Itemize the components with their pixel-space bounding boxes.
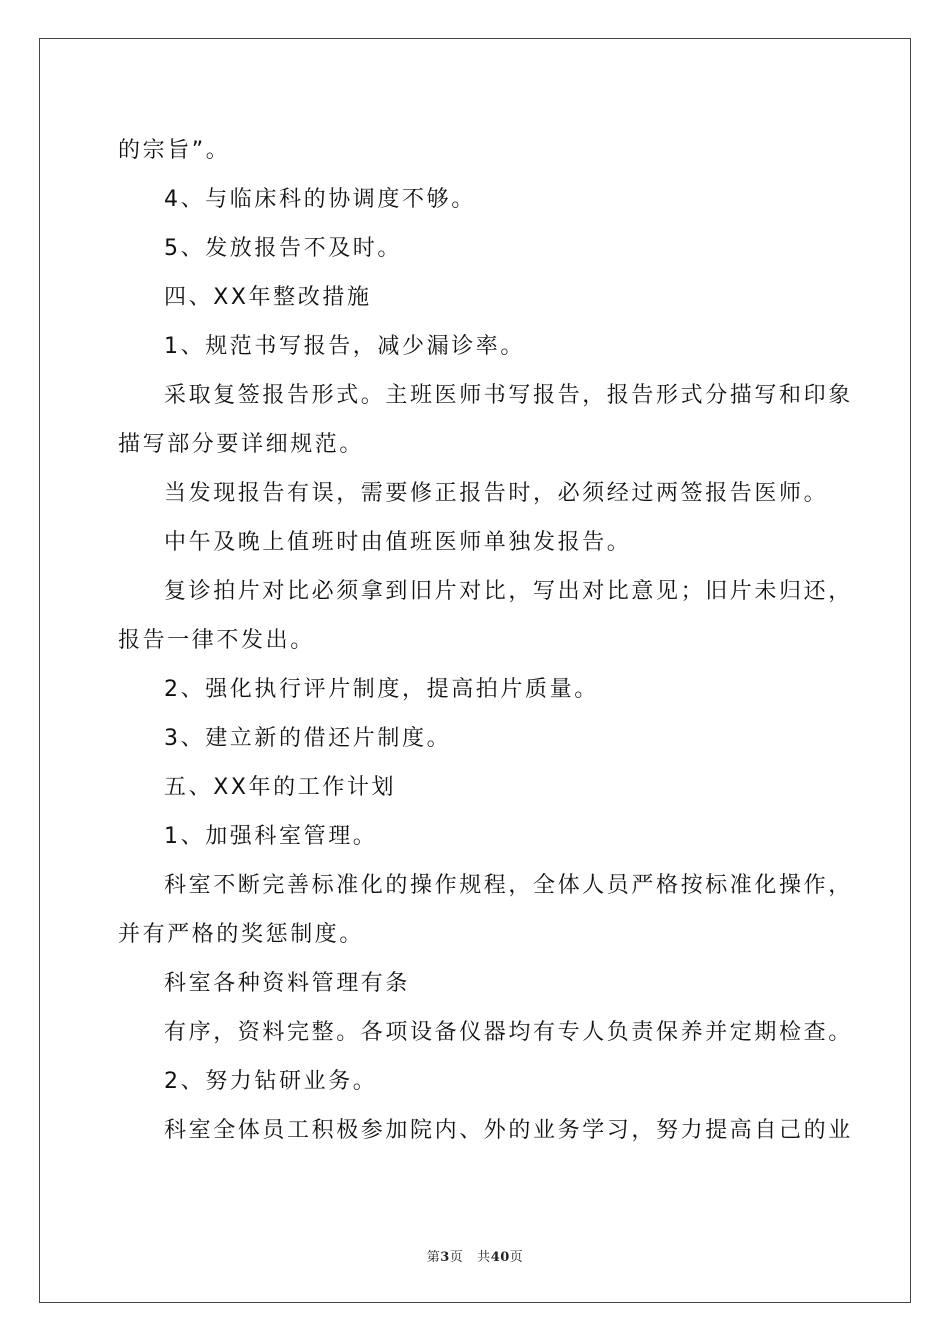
document-body: [118, 130, 853, 1159]
text-line: 采取复签报告形式。主班医师书写报告，报告形式分描写和印象: [164, 383, 853, 408]
text-line: 描写部分要详细规范。: [118, 432, 365, 457]
page-suffix: 页: [449, 1250, 464, 1265]
total-prefix: 共: [477, 1250, 491, 1265]
text-line: 科室全体员工积极参加院内、外的业务学习，努力提高自己的业: [164, 1118, 853, 1143]
text-line: 2、努力钻研业务。: [164, 1069, 378, 1094]
text-line: 2、强化执行评片制度，提高拍片质量。: [164, 677, 599, 702]
text-line: 当发现报告有误，需要修正报告时，必须经过两签报告医师。: [164, 481, 829, 506]
text-line: 1、加强科室管理。: [164, 824, 378, 849]
text-line: 复诊拍片对比必须拿到旧片对比，写出对比意见；旧片未归还，: [164, 579, 853, 604]
text-line: 1、规范书写报告，减少漏诊率。: [164, 334, 525, 359]
total-suffix: 页: [509, 1250, 524, 1265]
section-heading: 四、XX年整改措施: [164, 285, 372, 310]
text-line: 5、发放报告不及时。: [164, 236, 402, 261]
text-line: 报告一律不发出。: [118, 628, 315, 653]
text-line: 有序，资料完整。各项设备仪器均有专人负责保养并定期检查。: [164, 1020, 853, 1045]
page-prefix: 第: [426, 1250, 441, 1265]
text-line: 3、建立新的借还片制度。: [164, 726, 452, 751]
page-footer: [0, 1246, 950, 1265]
section-heading: 五、XX年的工作计划: [164, 775, 397, 800]
text-line: 的宗旨”。: [118, 138, 231, 163]
text-line: 4、与临床科的协调度不够。: [164, 187, 476, 212]
text-line: 并有严格的奖惩制度。: [118, 922, 365, 947]
text-line: 中午及晚上值班时由值班医师单独发报告。: [164, 530, 632, 555]
text-line: 科室各种资料管理有条: [164, 971, 411, 996]
page-number: 3: [440, 1250, 450, 1265]
total-pages: 40: [490, 1250, 510, 1265]
text-line: 科室不断完善标准化的操作规程，全体人员严格按标准化操作，: [164, 873, 853, 898]
